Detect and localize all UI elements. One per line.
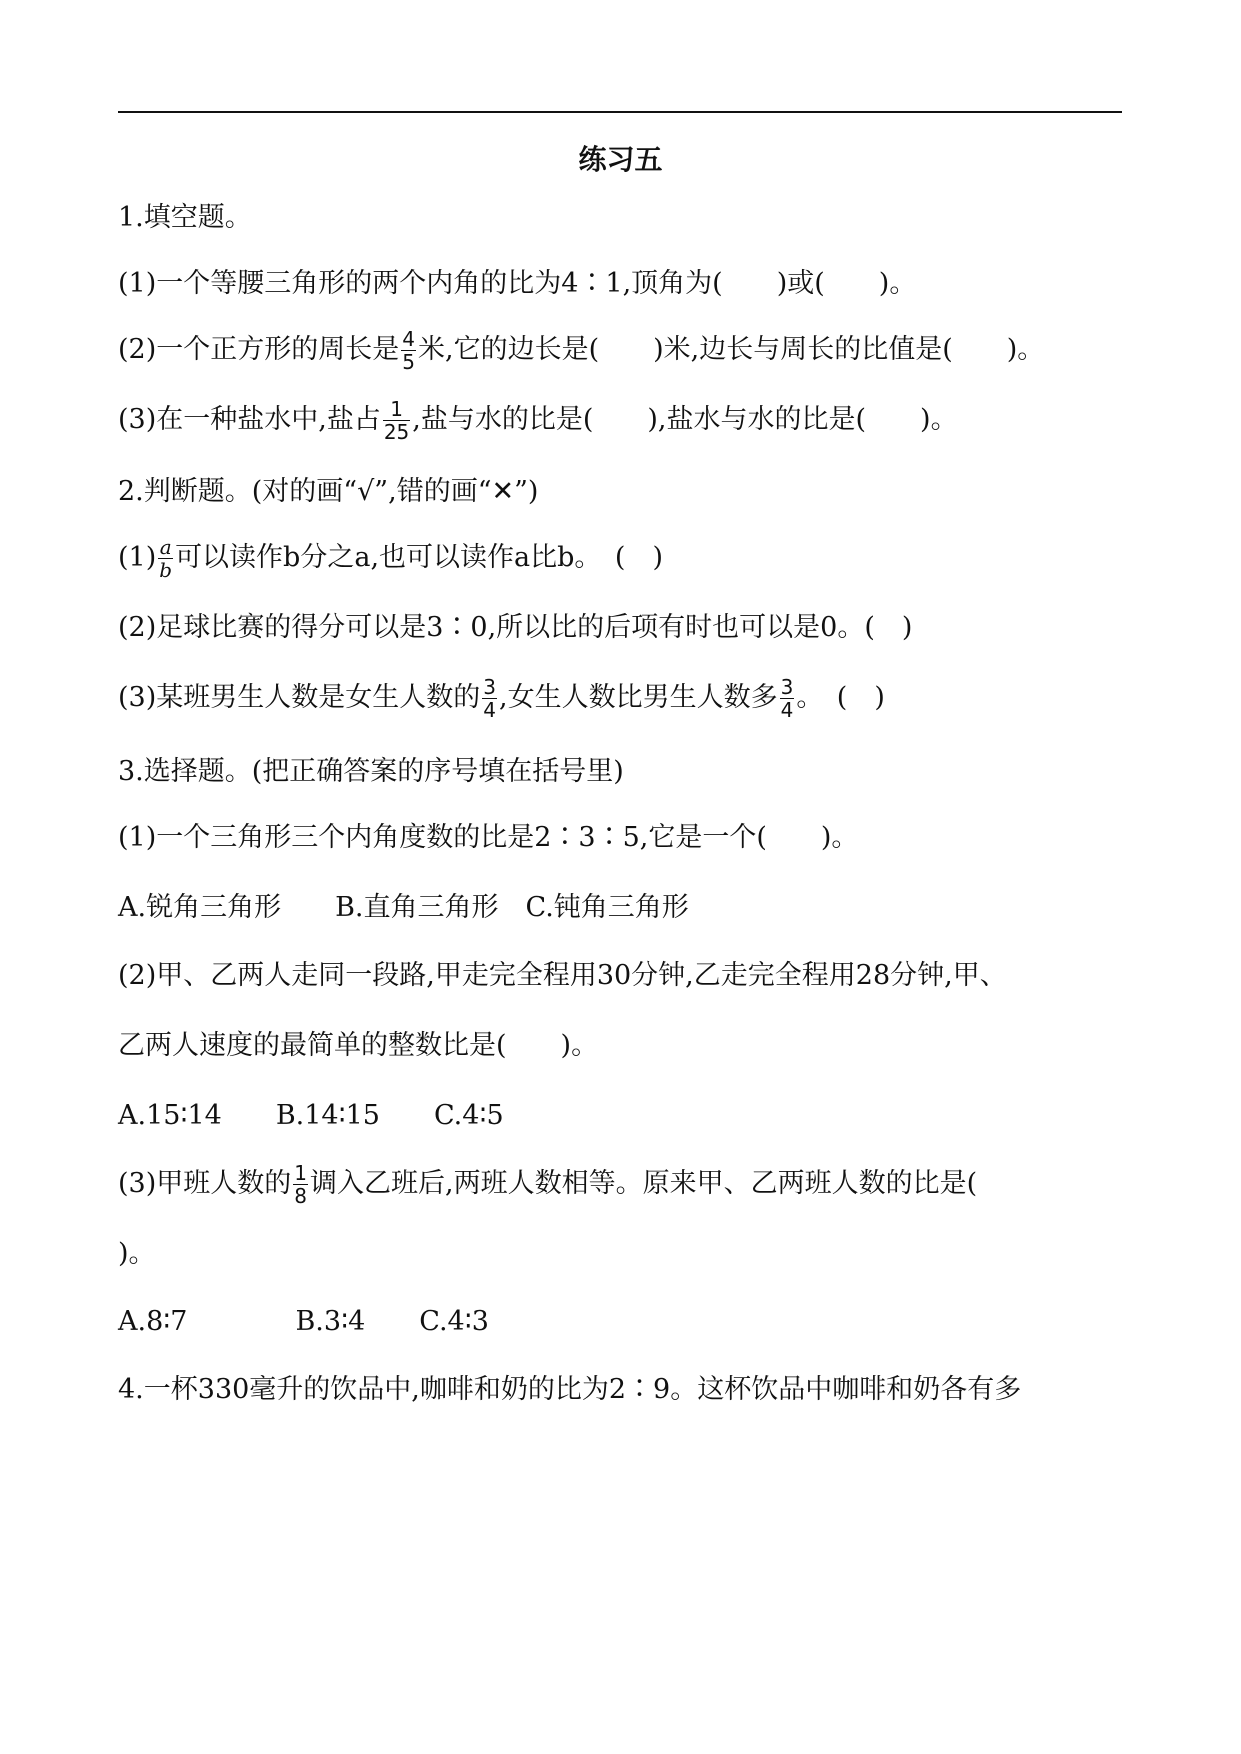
q1-item-2-text-a: (2)一个正方形的周长是 <box>118 334 400 365</box>
fraction-numerator: 3 <box>780 675 794 699</box>
q3-item-2-options: A.15∶14 B.14∶15 C.4∶5 <box>118 1100 504 1131</box>
fraction-denominator: 4 <box>483 698 496 722</box>
q2-item-3 <box>118 676 885 721</box>
q1-item-3-fraction <box>383 398 410 443</box>
q1-heading: 1.填空题。 <box>118 202 252 233</box>
q2-item-3-text-a: (3)某班男生人数是女生人数的 <box>118 682 481 713</box>
fraction-numerator: 1 <box>294 1161 307 1185</box>
q4-text: 4.一杯330毫升的饮品中,咖啡和奶的比为2∶9。这杯饮品中咖啡和奶各有多 <box>118 1374 1022 1405</box>
q3-item-3-options: A.8∶7 B.3∶4 C.4∶3 <box>118 1306 489 1337</box>
q3-item-1: (1)一个三角形三个内角度数的比是2∶3∶5,它是一个( )。 <box>118 822 859 853</box>
q3-item-3-fraction <box>293 1162 308 1207</box>
q2-item-2: (2)足球比赛的得分可以是3∶0,所以比的后项有时也可以是0。( ) <box>118 612 913 643</box>
fraction-denominator: b <box>159 558 173 582</box>
q3-item-3-text-a: (3)甲班人数的 <box>118 1168 292 1199</box>
q2-item-1 <box>118 536 663 581</box>
q1-item-2-fraction <box>401 328 416 373</box>
q3-item-3-line-2: )。 <box>118 1238 156 1269</box>
q3-item-3-text-b: 调入乙班后,两班人数相等。原来甲、乙两班人数的比是( <box>309 1168 978 1199</box>
fraction-numerator: a <box>159 535 172 559</box>
q1-item-3-text-b: ,盐与水的比是( ),盐水与水的比是( )。 <box>412 404 958 435</box>
fraction-numerator: 1 <box>383 398 410 421</box>
q1-item-3-text-a: (3)在一种盐水中,盐占 <box>118 404 381 435</box>
q1-item-2 <box>118 328 1044 373</box>
fraction-denominator: 4 <box>780 698 794 722</box>
q3-heading: 3.选择题。(把正确答案的序号填在括号里) <box>118 756 624 787</box>
q2-item-3-text-b: ,女生人数比男生人数多 <box>498 682 778 713</box>
header-rule <box>118 111 1122 113</box>
q1-item-3 <box>118 398 958 443</box>
fraction-numerator: 4 <box>402 327 415 351</box>
q2-item-1-text-a: (1) <box>118 542 157 573</box>
q2-heading: 2.判断题。(对的画“√”,错的画“✕”) <box>118 476 539 507</box>
q2-item-1-fraction <box>158 536 173 581</box>
q3-item-2-line-1: (2)甲、乙两人走同一段路,甲走完全程用30分钟,乙走完全程用28分钟,甲、 <box>118 960 1007 991</box>
q2-item-3-text-c: 。 ( ) <box>796 682 885 713</box>
q2-item-3-fraction-1 <box>482 676 497 721</box>
q3-item-2-line-2: 乙两人速度的最简单的整数比是( )。 <box>118 1030 599 1061</box>
page-title: 练习五 <box>578 143 663 176</box>
q1-item-1: (1)一个等腰三角形的两个内角的比为4∶1,顶角为( )或( )。 <box>118 268 917 299</box>
q2-item-3-fraction-2 <box>780 676 795 721</box>
q3-item-1-options: A.锐角三角形 B.直角三角形 C.钝角三角形 <box>118 892 689 923</box>
q2-item-1-text-b: 可以读作b分之a,也可以读作a比b。 ( ) <box>175 542 663 573</box>
fraction-denominator: 8 <box>294 1184 307 1208</box>
fraction-denominator: 25 <box>383 420 410 444</box>
fraction-denominator: 5 <box>402 350 415 374</box>
fraction-numerator: 3 <box>483 675 496 699</box>
q3-item-3 <box>118 1162 977 1207</box>
q1-item-2-text-b: 米,它的边长是( )米,边长与周长的比值是( )。 <box>417 334 1045 365</box>
